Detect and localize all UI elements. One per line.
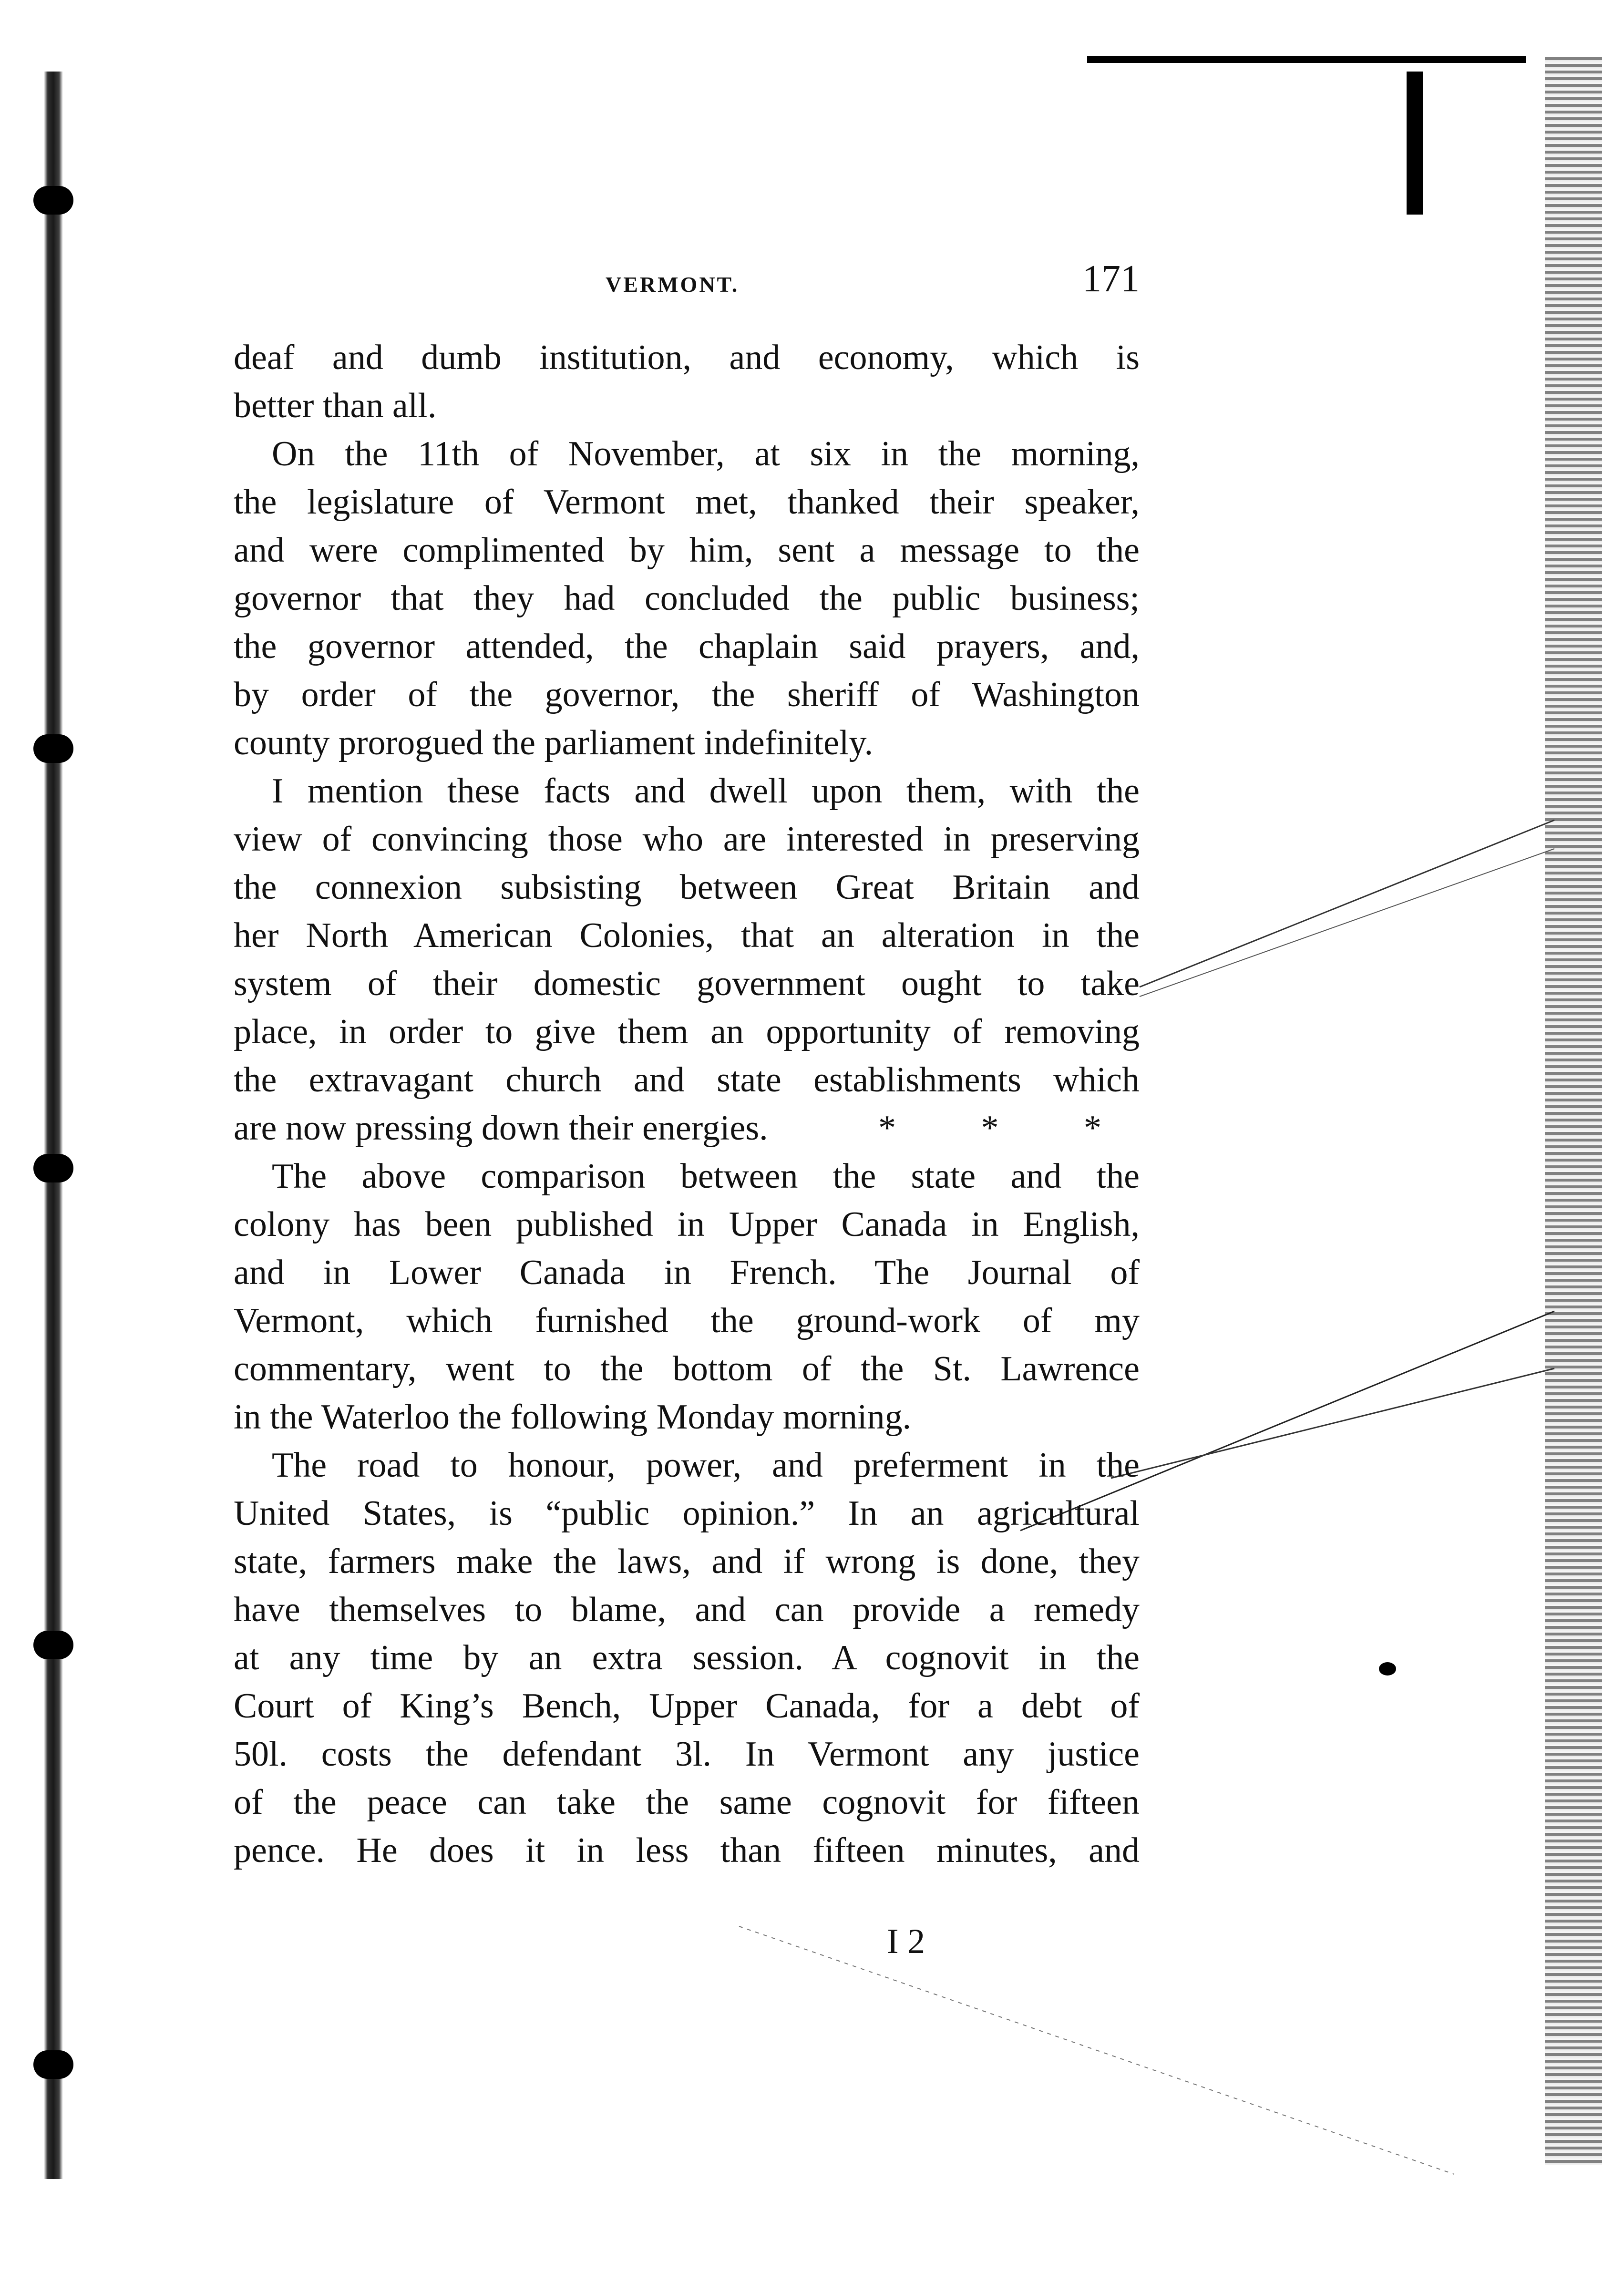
paragraph xyxy=(234,1441,1140,1875)
text-line: the legislature of Vermont met, thanked their speaker, xyxy=(234,483,1140,522)
text-line: system of their domestic government ought to take xyxy=(234,964,1140,1003)
text-line: colony has been published in Upper Canada in English, xyxy=(234,1205,1140,1244)
text-line: pence. He does it in less than fifteen minutes, and xyxy=(234,1831,1140,1870)
text-line: Vermont, which furnished the ground-work of my xyxy=(234,1301,1140,1340)
text-line: county prorogued the parliament indefinitely. xyxy=(234,723,874,762)
pencil-line xyxy=(1111,1368,1554,1478)
running-head xyxy=(234,257,1140,300)
paragraph xyxy=(234,767,1140,1152)
text-line: by order of the governor, the sheriff of Washington xyxy=(234,675,1140,714)
running-title: VERMONT. xyxy=(606,272,740,297)
text-line: the governor attended, the chaplain said prayers, and, xyxy=(234,627,1140,666)
text-line: better than all. xyxy=(234,386,437,425)
text-line: United States, is “public opinion.” In an agricultural xyxy=(234,1494,1140,1533)
text-line: On the 11th of November, at six in the morning, xyxy=(272,434,1140,473)
body-text xyxy=(234,334,1140,1875)
text-line-content: are now pressing down their energies. xyxy=(234,1109,768,1148)
text-line: 50l. costs the defendant 3l. In Vermont any justice xyxy=(234,1735,1140,1774)
ink-blot xyxy=(1379,1662,1396,1676)
text-line: of the peace can take the same cognovit for fifteen xyxy=(234,1783,1140,1822)
text-line: governor that they had concluded the public business; xyxy=(234,579,1140,618)
text-line: The above comparison between the state and the xyxy=(272,1157,1140,1196)
text-line: state, farmers make the laws, and if wrong is done, they xyxy=(234,1542,1140,1581)
text-line: deaf and dumb institution, and economy, which is xyxy=(234,338,1140,377)
page-number: 171 xyxy=(1082,258,1140,300)
text-line: the connexion subsisting between Great Britain and xyxy=(234,868,1140,907)
text-line: Court of King’s Bench, Upper Canada, for a debt of xyxy=(234,1686,1140,1726)
text-line: her North American Colonies, that an alteration in the xyxy=(234,916,1140,955)
pencil-line xyxy=(1140,820,1554,987)
text-line: and were complimented by him, sent a message to the xyxy=(234,531,1140,570)
text-line: have themselves to blame, and can provide a remedy xyxy=(234,1590,1140,1629)
text-line: view of convincing those who are interested in preserving xyxy=(234,820,1140,859)
section-ornament: * * * xyxy=(878,1109,1140,1148)
text-line: I mention these facts and dwell upon them, with the xyxy=(272,771,1140,811)
pencil-line xyxy=(1140,849,1554,997)
paragraph xyxy=(234,334,1140,430)
text-line: at any time by an extra session. A cognovit in the xyxy=(234,1638,1140,1677)
signature-mark: I 2 xyxy=(887,1922,925,1961)
paragraph xyxy=(234,430,1140,767)
text-line: place, in order to give them an opportunity of removing xyxy=(234,1012,1140,1051)
pencil-line xyxy=(739,1926,1454,2174)
text-line xyxy=(234,1104,1140,1152)
text-line: the extravagant church and state establishments which xyxy=(234,1060,1140,1100)
paragraph xyxy=(234,1152,1140,1441)
text-line: The road to honour, power, and preferment in the xyxy=(272,1446,1140,1485)
text-line: in the Waterloo the following Monday morning. xyxy=(234,1398,912,1437)
text-line: commentary, went to the bottom of the St. Lawrence xyxy=(234,1349,1140,1388)
text-line: and in Lower Canada in French. The Journal of xyxy=(234,1253,1140,1292)
